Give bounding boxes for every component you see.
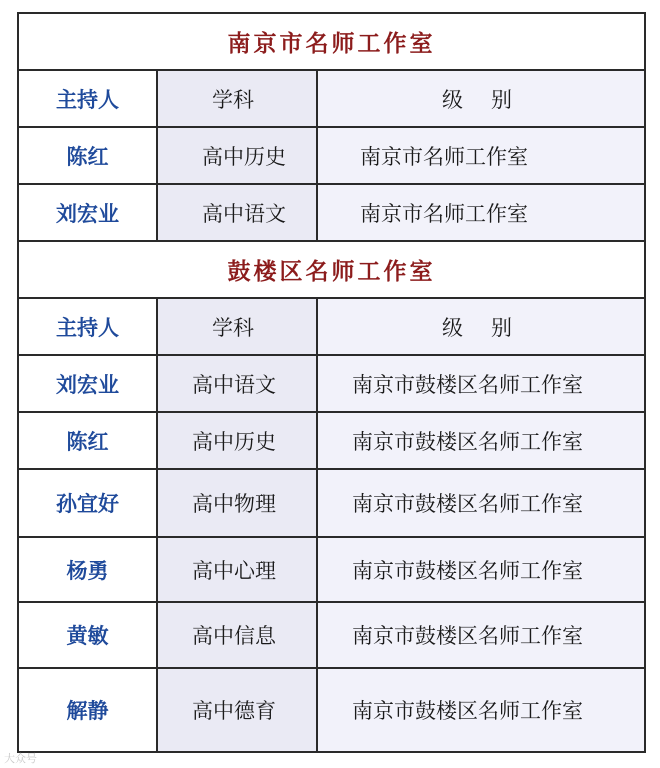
table1-title: 南京市名师工作室: [19, 12, 644, 69]
level-cell: 南京市鼓楼区名师工作室: [318, 538, 644, 601]
header-host: 主持人: [19, 71, 158, 126]
level-cell: 南京市鼓楼区名师工作室: [318, 356, 644, 411]
header-host: 主持人: [19, 299, 158, 354]
subject-cell: 高中物理: [158, 470, 318, 536]
watermark: 大众号: [4, 752, 37, 765]
host-cell: 刘宏业: [19, 356, 158, 411]
host-cell: 杨勇: [19, 538, 158, 601]
host-cell: 陈红: [19, 413, 158, 468]
table2-title: 鼓楼区名师工作室: [19, 240, 644, 297]
subject-cell: 高中语文: [158, 356, 318, 411]
subject-cell: 高中心理: [158, 538, 318, 601]
level-cell: 南京市鼓楼区名师工作室: [318, 470, 644, 536]
table2-header-row: [19, 297, 644, 354]
header-level: 级别: [318, 299, 644, 354]
table-row: [19, 183, 644, 240]
level-cell: 南京市名师工作室: [318, 128, 644, 183]
subject-cell: 高中德育: [158, 669, 318, 751]
host-cell: 黄敏: [19, 603, 158, 667]
header-subject: 学科: [158, 71, 318, 126]
table-row: [19, 468, 644, 536]
level-cell: 南京市名师工作室: [318, 185, 644, 240]
subject-cell: 高中历史: [158, 128, 318, 183]
level-cell: 南京市鼓楼区名师工作室: [318, 603, 644, 667]
table-row: [19, 126, 644, 183]
header-level: 级别: [318, 71, 644, 126]
subject-cell: 高中历史: [158, 413, 318, 468]
table-row: [19, 354, 644, 411]
host-cell: 解静: [19, 669, 158, 751]
header-subject: 学科: [158, 299, 318, 354]
subject-cell: 高中信息: [158, 603, 318, 667]
table-row: [19, 411, 644, 468]
table-row: [19, 667, 644, 751]
table-row: [19, 601, 644, 667]
level-cell: 南京市鼓楼区名师工作室: [318, 669, 644, 751]
subject-cell: 高中语文: [158, 185, 318, 240]
host-cell: 陈红: [19, 128, 158, 183]
table-row: [19, 536, 644, 601]
host-cell: 孙宜好: [19, 470, 158, 536]
teacher-studio-table: [17, 12, 646, 753]
host-cell: 刘宏业: [19, 185, 158, 240]
level-cell: 南京市鼓楼区名师工作室: [318, 413, 644, 468]
table1-header-row: [19, 69, 644, 126]
